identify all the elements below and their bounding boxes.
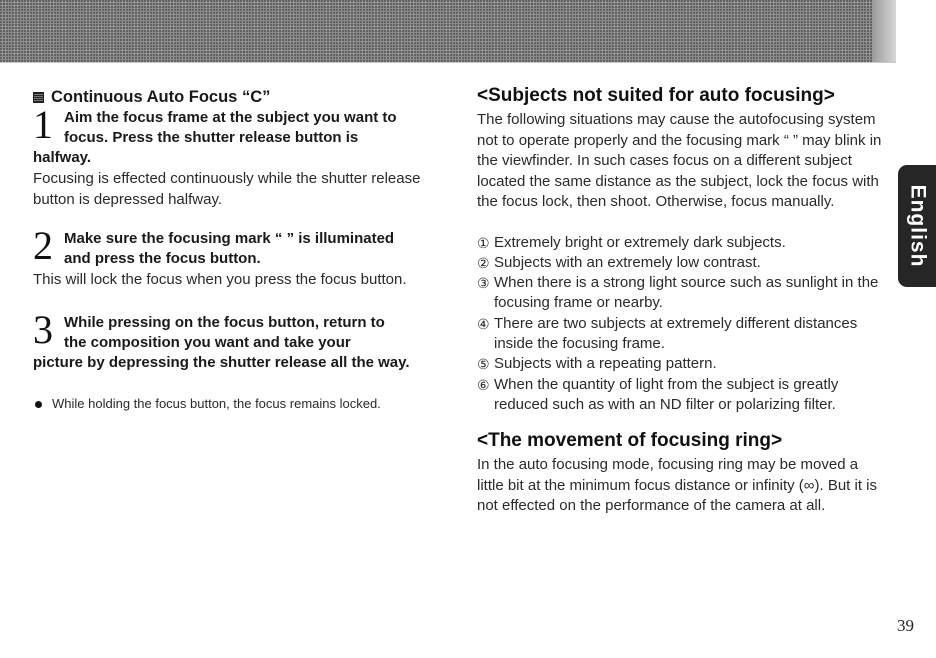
language-tab-label: English: [906, 184, 929, 268]
header-band-edge: [872, 0, 896, 62]
list-item: ④ There are two subjects at extremely different distances inside the focusing frame.: [477, 314, 858, 352]
list-item: ⑤ Subjects with a repeating pattern.: [477, 355, 717, 373]
list-item: ③ When there is a strong light source such as sunlight in the focusing frame or nearby.: [477, 274, 879, 312]
subjects-list: [477, 233, 887, 416]
step-description: This will lock the focus when you press the focus button.: [33, 271, 407, 288]
bullet-dot-icon: [35, 401, 42, 408]
note: [33, 395, 443, 413]
section-title-text: Continuous Auto Focus “C”: [51, 88, 271, 106]
language-tab: [898, 165, 936, 287]
section-title: [33, 86, 443, 108]
step-instruction: While pressing on the focus button, return to the composition you want and take your picture by depressing the shutter release all the way.: [33, 313, 410, 371]
header-halftone-band: [0, 0, 896, 62]
step-number: 2: [33, 223, 53, 268]
left-column: [33, 86, 443, 413]
list-item: ② Subjects with an extremely low contrast.: [477, 253, 761, 271]
right-column: [477, 84, 887, 517]
ring-body: In the auto focusing mode, focusing ring may be moved a little bit at the minimum focus distance or infinity (∞). But it is not effected on the performance of the camera at all.: [477, 456, 877, 515]
step-instruction: Aim the focus frame at the subject you want to focus. Press the shutter release button is halfway.: [33, 109, 397, 166]
step-2: [33, 223, 443, 291]
subjects-heading: <Subjects not suited for auto focusing>: [477, 85, 835, 106]
list-item: ① Extremely bright or extremely dark subjects.: [477, 233, 786, 251]
list-item: ⑥ When the quantity of light from the subject is greatly reduced such as with an ND filter or polarizing filter.: [477, 375, 839, 413]
page-number: 39: [897, 616, 914, 635]
header-divider: [0, 62, 896, 63]
square-bullet-icon: [33, 92, 44, 103]
step-number: 3: [33, 306, 53, 352]
subjects-intro: The following situations may cause the autofocusing system not to operate properly and the focusing mark “ ” may blink in the viewfinder. In such cases focus on a different subject located the same distance as the subject, lock the focus with the focus lock, then shoot. Otherwise, focus manually.: [477, 111, 882, 210]
step-1: [33, 102, 443, 210]
ring-heading: <The movement of focusing ring>: [477, 430, 783, 452]
step-number: 1: [33, 102, 53, 147]
step-instruction: Make sure the focusing mark “ ” is illuminated and press the focus button.: [64, 230, 395, 267]
step-3: [33, 306, 443, 373]
note-text: While holding the focus button, the focus remains locked.: [52, 395, 381, 411]
step-description: Focusing is effected continuously while the shutter release button is depressed halfway.: [33, 170, 421, 208]
